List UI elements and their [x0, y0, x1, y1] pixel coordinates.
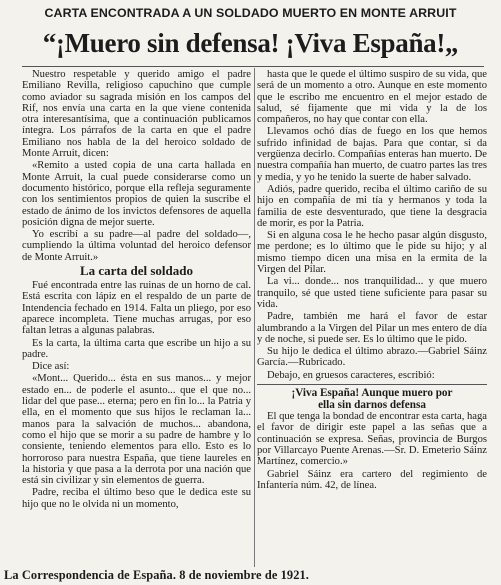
inscription-subhead [257, 384, 487, 411]
article-paragraph: Padre, también me hará el favor de estar alumbrando a la Virgen del Pilar un mes entero de día y de noche, si puede ser. Es lo último que le pido. [257, 311, 487, 345]
article-left-column [22, 69, 251, 567]
article-paragraph: Fué encontrada entre las ruinas de un horno de cal. Está escrita con lápiz en el respaldo de un parte de Intendencia fechado en 1914. Falta un pliego, por eso aparece incompleta. Tiene muchas arrugas, por eso faltan letras a algunas palabras. [22, 280, 251, 337]
source-caption: La Correspondencia de España. 8 de noviembre de 1921. [4, 568, 309, 582]
article-paragraph: Si en alguna cosa le he hecho pasar algún disgusto, me perdone; es lo último que le pide su hijo; y al mismo tiempo dicen una misa en la ermita de la Virgen del Pilar. [257, 230, 487, 276]
article-paragraph: Su hijo le dedica el último abrazo.—Gabriel Sáinz García.—Rubricado. [257, 346, 487, 369]
article-kicker: CARTA ENCONTRADA A UN SOLDADO MUERTO EN MONTE ARRUIT [44, 6, 457, 20]
article-paragraph: «Mont... Querido... ésta en sus manos... y mejor estado en... de poderle el asunto... que el que no... lidar del que pase... eterna; pero en fin lo... la Patria y ella, en el momento que sus hijos le reclaman la... manos para la salvación de muchos... abandona, como el hijo que se morir a su padre de hambre y lo consiente, teniendo elementos para ello. Esto es lo horroroso para nuestra España, que tiene laureles en la historia y que pasa a la derrota por una nación que está sin civilizar y sin elementos de guerra. [22, 373, 251, 487]
section-subhead: La carta del soldado [79, 263, 194, 279]
article-paragraph: Yo escribí a su padre—al padre del soldado—, cumpliendo la última voluntad del heroico defensor de Monte Arruit.» [22, 229, 251, 263]
column-divider [254, 68, 255, 567]
article-paragraph: Dice así: [32, 361, 70, 373]
article-paragraph: «Remito a usted copia de una carta hallada en Monte Arruit, la cual puede considerarse como un documento histórico, porque ella refleja seguramente con los sentimientos propios de quien la suscribe el estado de ánimo de los invictos defensores de aquella posición digna de mejor suerte. [22, 160, 251, 228]
inscription-line-1: ¡Viva España! Aunque muero por [291, 387, 453, 400]
article-paragraph: Padre, reciba el último beso que le dedica este su hijo que no le olvida ni un momento, [22, 487, 251, 510]
article-paragraph: hasta que le quede el último suspiro de su vida, que será de un momento a otro. Aunque en este momento que le escribo me encuentro en el mejor estado de salud, sé fijamente que mi vida y la de los compañeros, no hay que contar con ella. [257, 69, 487, 126]
article-right-column [257, 69, 488, 491]
headline-rule [22, 66, 484, 67]
article-paragraph: Adiós, padre querido, reciba el último cariño de su hijo en compañía de mi tía y hermanos y toda la familia de este desventurado, que tiene la desgracia de morir, es por la Patria. [257, 183, 487, 229]
article-headline: “¡Muero sin defensa! ¡Viva España!„ [42, 28, 459, 58]
article-paragraph: Gabriel Sáinz era cartero del regimiento de Infantería núm. 42, de línea. [257, 468, 487, 491]
article-paragraph: Llevamos ochó días de fuego en los que hemos sufrido infinidad de bajas. Para que contar, si da vergüenza decirlo. Compañías enteras han muerto. De nuestra compañía han muerto, de cuatro partes las tres y media, y yo he tenido la suerte de haber salvado. [257, 126, 487, 183]
article-paragraph: Es la carta, la última carta que escribe un hijo a su padre. [22, 337, 251, 360]
article-paragraph: El que tenga la bondad de encontrar esta carta, haga el favor de dirigir este papel a las señas que a continuación se expresa. Señas, provincia de Burgos por Villarcayo Puente Arenas.—Sr. D. Emeterio Sáinz Martínez, comercio.» [257, 411, 488, 468]
article-paragraph: Debajo, en gruesos caracteres, escribió: [267, 369, 435, 381]
inscription-line-2: ella sin darnos defensa [318, 399, 426, 412]
article-paragraph: La vi... donde... nos tranquilidad... y que muero tranquilo, sé que usted tiene suficiente para pasar su vida. [257, 276, 487, 310]
article-paragraph: Nuestro respetable y querido amigo el padre Emiliano Revilla, religioso capuchino que cumple como aviador su sagrada misión en los campos del Rif, nos envía una carta en la que viene contenida otra interesantísima, que a continuación publicamos íntegra. Los párrafos de la carta en que el padre Emiliano nos habla de la del heroico soldado de Monte Arruit, dicen: [22, 69, 251, 160]
